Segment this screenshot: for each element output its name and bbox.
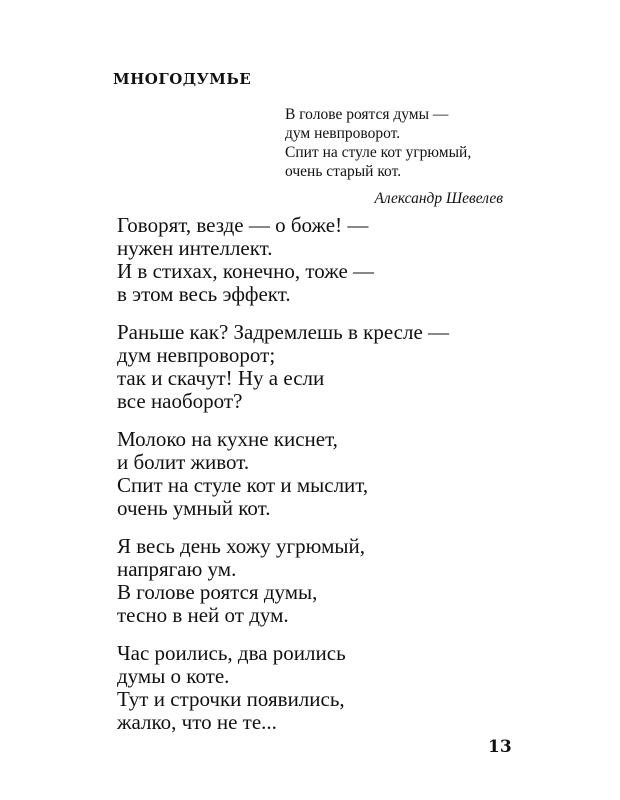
- stanza: [117, 535, 517, 627]
- poem-body: [117, 214, 517, 749]
- poem-line: очень умный кот.: [117, 496, 271, 520]
- poem-line: Спит на стуле кот и мыслит,: [117, 473, 369, 497]
- poem-line: Молоко на кухне киснет,: [117, 427, 338, 451]
- epigraph-author: Александр Шевелев: [374, 190, 503, 207]
- epigraph-line: Спит на стуле кот угрюмый,: [285, 144, 472, 161]
- page-number: 13: [488, 737, 512, 757]
- stanza: [117, 321, 517, 413]
- poem-line: дум невпроворот;: [117, 343, 276, 367]
- epigraph-line: дум невпроворот.: [285, 125, 401, 142]
- stanza: [117, 428, 517, 520]
- poem-line: все наоборот?: [117, 389, 243, 413]
- poem-line: Час роились, два роились: [117, 641, 346, 665]
- poem-title: МНОГОДУМЬЕ: [113, 70, 252, 88]
- poem-line: нужен интеллект.: [117, 236, 273, 260]
- poem-line: напрягаю ум.: [117, 557, 237, 581]
- epigraph-line: В голове роятся думы —: [285, 106, 449, 123]
- stanza: [117, 214, 517, 306]
- poem-line: В голове роятся думы,: [117, 580, 318, 604]
- poem-line: в этом весь эффект.: [117, 282, 291, 306]
- stanza: [117, 642, 517, 734]
- poem-line: Раньше как? Задремлешь в кресле —: [117, 320, 450, 344]
- poem-line: так и скачут! Ну а если: [117, 366, 325, 390]
- poem-line: Говорят, везде — о боже! —: [117, 213, 369, 237]
- poem-line: и болит живот.: [117, 450, 250, 474]
- epigraph-line: очень старый кот.: [285, 163, 402, 180]
- poem-line: думы о коте.: [117, 664, 230, 688]
- poem-line: тесно в ней от дум.: [117, 603, 289, 627]
- poem-line: И в стихах, конечно, тоже —: [117, 259, 375, 283]
- epigraph: [285, 105, 515, 208]
- poem-line: Я весь день хожу угрюмый,: [117, 534, 365, 558]
- poem-line: жалко, что не те...: [117, 710, 277, 734]
- poem-line: Тут и строчки появились,: [117, 687, 345, 711]
